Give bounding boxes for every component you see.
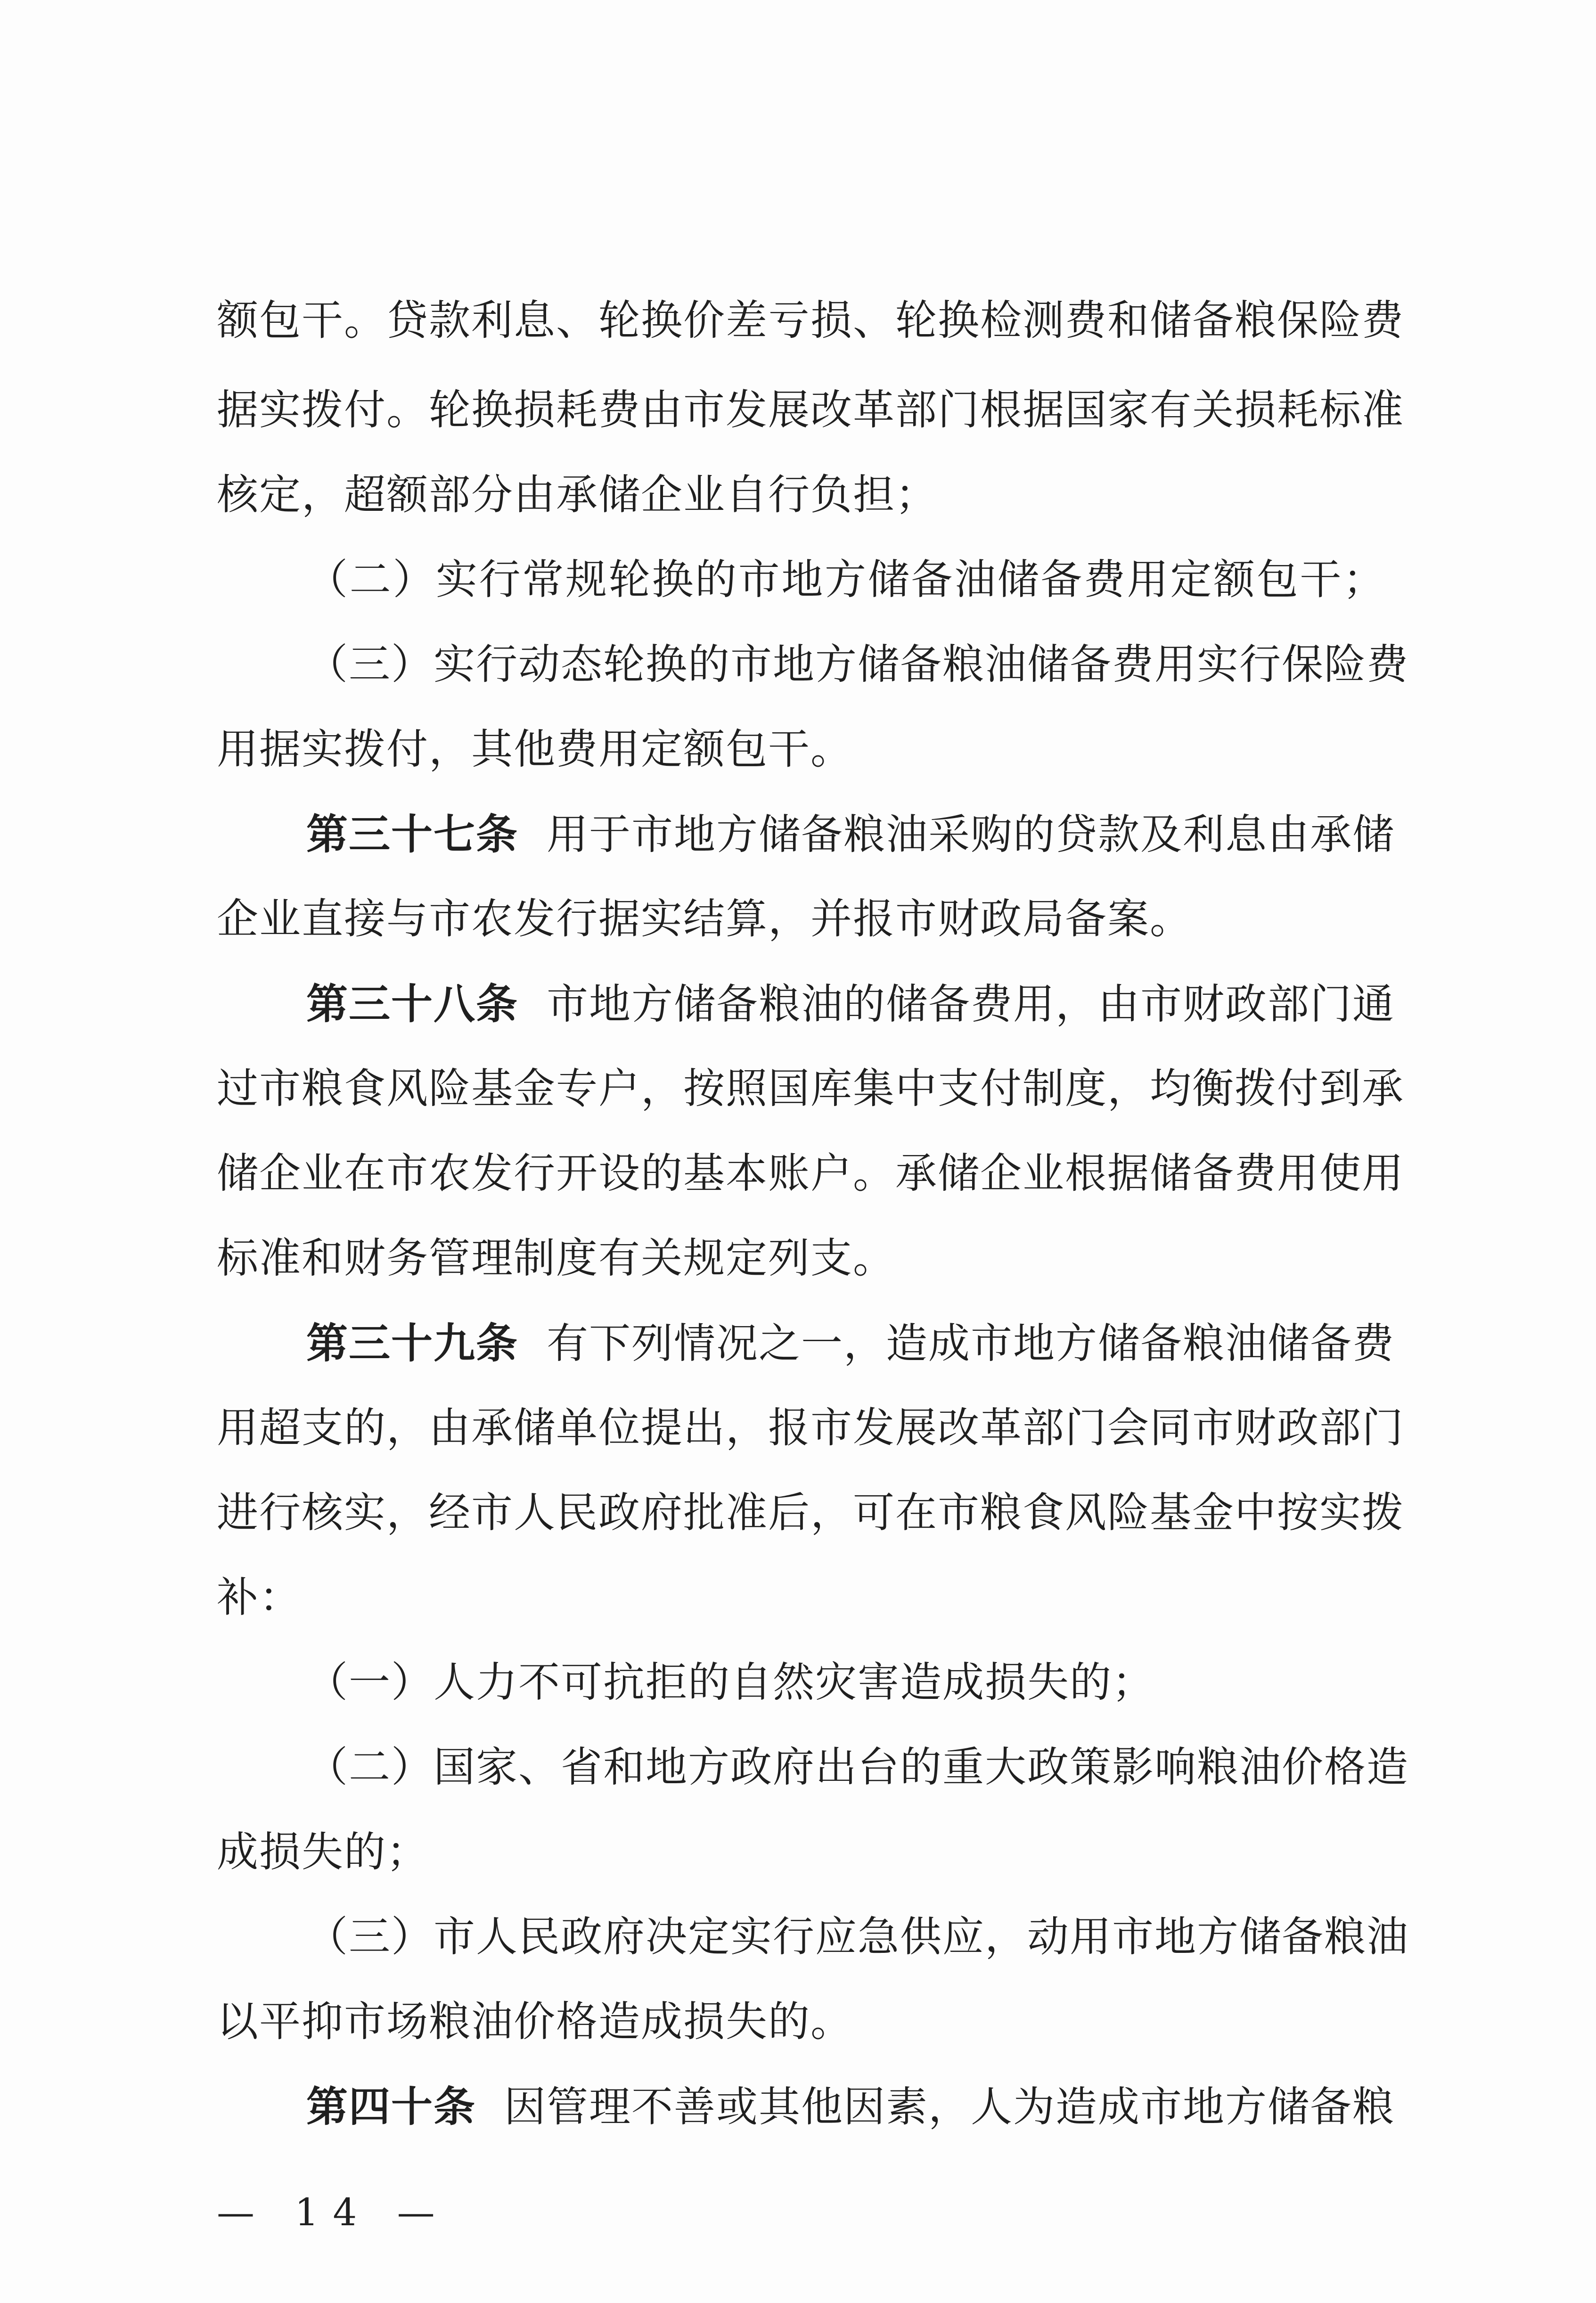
- article-40-line: [306, 2078, 1395, 2135]
- text-line: 以平抑市场粮油价格造成损失的。: [217, 1997, 853, 2046]
- text-line: 据实拨付。轮换损耗费由市发展改革部门根据国家有关损耗标准: [217, 385, 1405, 434]
- text-line: 用超支的，由承储单位提出，报市发展改革部门会同市财政部门: [217, 1403, 1405, 1452]
- article-39-line: [306, 1315, 1395, 1371]
- article-heading: 第三十九条: [306, 1319, 519, 1368]
- article-heading: 第三十八条: [306, 979, 519, 1028]
- article-text: 因管理不善或其他因素，人为造成市地方储备粮: [504, 2082, 1395, 2131]
- article-38-line: [306, 975, 1395, 1032]
- article-text: 用于市地方储备粮油采购的贷款及利息由承储: [547, 810, 1395, 859]
- text-line: 进行核实，经市人民政府批准后，可在市粮食风险基金中按实拨: [217, 1488, 1405, 1537]
- text-line: （三）市人民政府决定实行应急供应，动用市地方储备粮油: [306, 1912, 1409, 1961]
- article-heading: 第三十七条: [306, 810, 519, 859]
- text-line: 成损失的；: [217, 1828, 429, 1876]
- text-line: 核定，超额部分由承储企业自行负担；: [217, 470, 938, 519]
- article-text: 有下列情况之一，造成市地方储备粮油储备费: [547, 1319, 1395, 1368]
- text-line: （一）人力不可抗拒的自然灾害造成损失的；: [306, 1658, 1155, 1706]
- text-line: 用据实拨付，其他费用定额包干。: [217, 725, 853, 773]
- text-line: 储企业在市农发行开设的基本账户。承储企业根据储备费用使用: [217, 1149, 1405, 1197]
- article-text: 市地方储备粮油的储备费用，由市财政部门通: [547, 980, 1395, 1028]
- text-line: （二）国家、省和地方政府出台的重大政策影响粮油价格造: [306, 1743, 1409, 1791]
- text-line: 标准和财务管理制度有关规定列支。: [217, 1234, 896, 1282]
- text-line: 过市粮食风险基金专户，按照国库集中支付制度，均衡拨付到承: [217, 1064, 1405, 1113]
- article-37-line: [306, 806, 1395, 862]
- page-number: — 14 —: [217, 2190, 449, 2234]
- text-line: 企业直接与市农发行据实结算，并报市财政局备案。: [217, 894, 1193, 943]
- text-line: 额包干。贷款利息、轮换价差亏损、轮换检测费和储备粮保险费: [217, 296, 1405, 344]
- text-line: 补：: [217, 1573, 302, 1622]
- article-heading: 第四十条: [306, 2082, 476, 2131]
- text-line: （三）实行动态轮换的市地方储备粮油储备费用实行保险费: [306, 640, 1409, 688]
- text-line: （二）实行常规轮换的市地方储备油储备费用定额包干；: [306, 555, 1385, 604]
